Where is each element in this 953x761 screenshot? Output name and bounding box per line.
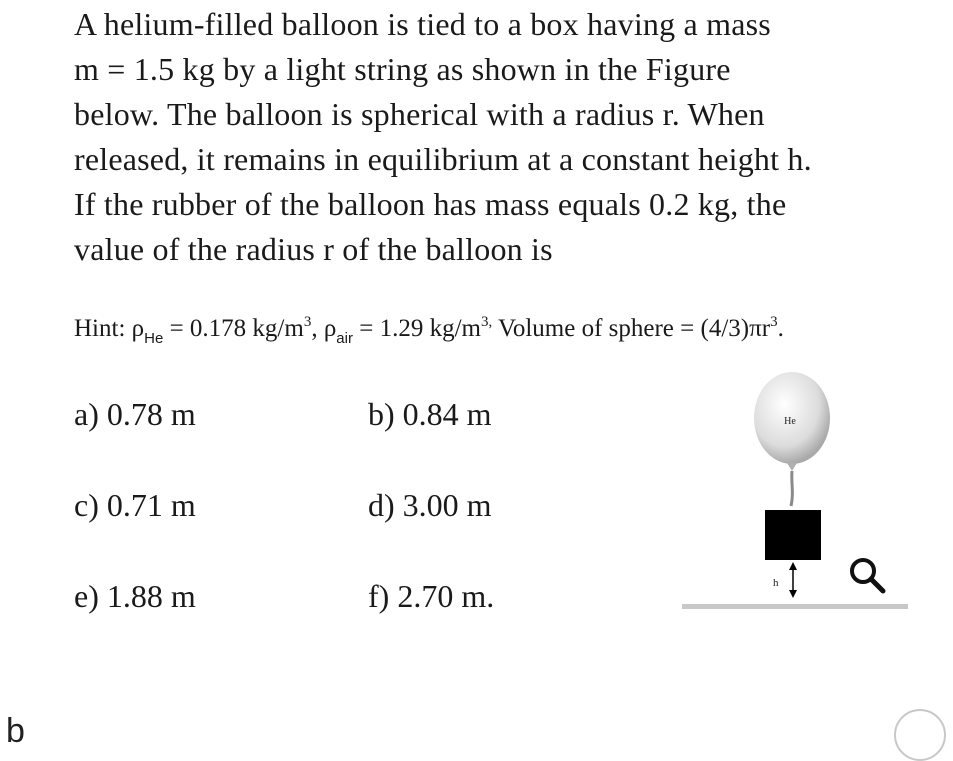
option-a[interactable]: a) 0.78 m: [74, 396, 196, 432]
balloon-label: He: [784, 416, 796, 427]
option-d[interactable]: d) 3.00 m: [368, 487, 492, 523]
problem-line: below. The balloon is spherical with a radius r. When: [74, 96, 765, 132]
problem-line: A helium-filled balloon is tied to a box having a mass: [74, 6, 771, 42]
height-label: h: [773, 577, 779, 589]
ground-line: [682, 604, 908, 609]
problem-line: value of the radius r of the balloon is: [74, 231, 553, 267]
magnifier-icon[interactable]: [844, 552, 890, 598]
hint-line: Hint: $\rho_{He} = 0.178$ $kg/m^3$, $\rho_{air} = 1.29$ $kg/m^{3,}$ Volume of sphere = $(4/3)\pi r^3$.: [74, 314, 784, 347]
circle-button-icon[interactable]: [894, 709, 946, 761]
balloon-knot: [787, 463, 797, 471]
problem-statement: [74, 2, 944, 272]
balloon-string: [791, 471, 792, 506]
option-e[interactable]: e) 1.88 m: [74, 578, 196, 614]
problem-line: If the rubber of the balloon has mass equals 0.2 kg, the: [74, 186, 787, 222]
option-c[interactable]: c) 0.71 m: [74, 487, 196, 523]
mass-box: [765, 510, 821, 560]
corner-letter: b: [6, 712, 25, 750]
option-f[interactable]: f) 2.70 m.: [368, 578, 495, 614]
problem-line: m = 1.5 kg by a light string as shown in the Figure: [74, 51, 731, 87]
option-b[interactable]: b) 0.84 m: [368, 396, 492, 432]
problem-line: released, it remains in equilibrium at a constant height h.: [74, 141, 812, 177]
